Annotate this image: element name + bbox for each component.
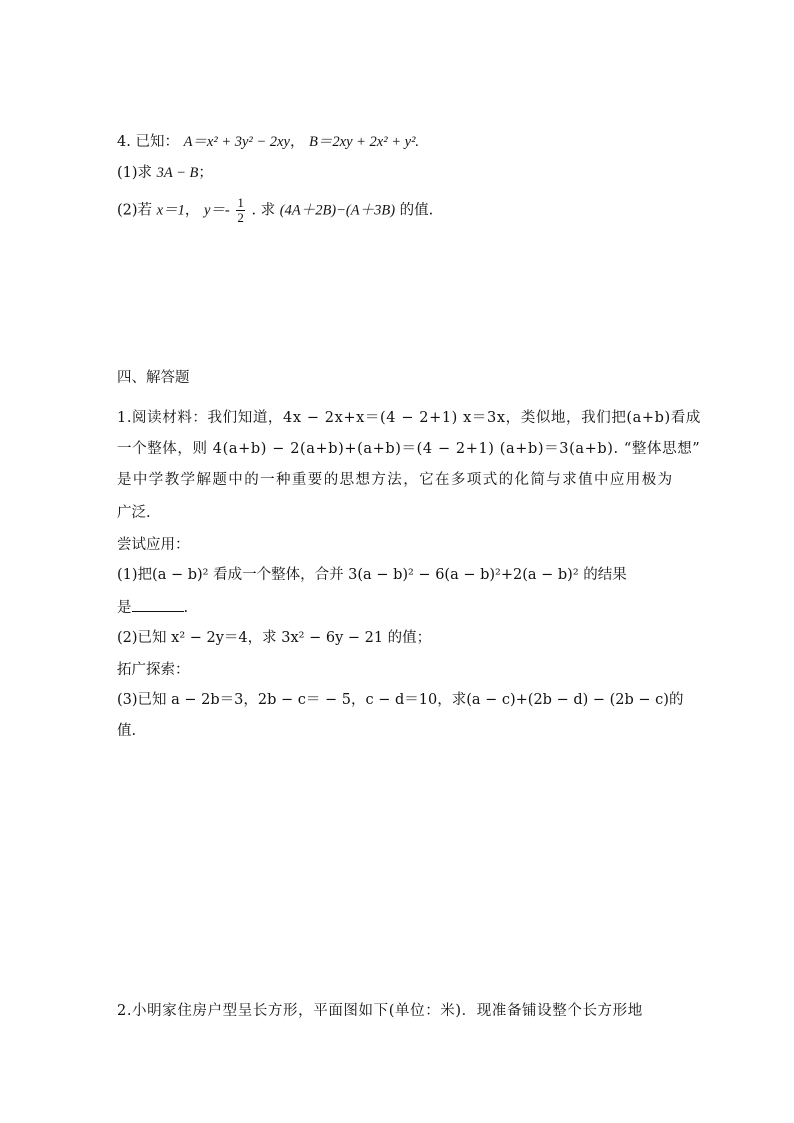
q4-line-1 xyxy=(117,132,419,152)
p1-line-3: 是中学教学解题中的一种重要的思想方法，它在多项式的化简与求值中应用极为 xyxy=(117,472,674,488)
fraction-denominator: 2 xyxy=(237,210,244,225)
q4-expr-a: A＝x² + 3y² − 2xy xyxy=(183,134,290,150)
p1-sub-3-end: 值. xyxy=(117,723,137,739)
q4-part2-prefix: (2)若 xyxy=(117,202,153,219)
answer-end: . xyxy=(183,600,189,616)
p1-sub-2: (2)已知 x² − 2y＝4，求 3x² − 6y − 21 的值； xyxy=(117,630,432,646)
q4-part1-prefix: (1)求 xyxy=(117,165,153,181)
q4-part2-sep: ， xyxy=(184,202,200,219)
q4-sep: ， xyxy=(289,134,305,150)
q4-part-2 xyxy=(117,196,433,225)
p1-sub-1-answer xyxy=(117,597,188,618)
q4-part2-y: y＝- xyxy=(203,202,230,219)
explore-heading: 拓广探索： xyxy=(117,662,190,678)
fraction-one-half xyxy=(236,196,245,225)
q4-part2-suffix: 的值. xyxy=(399,202,434,219)
answer-prefix: 是 xyxy=(117,600,132,616)
q4-part2-x: x＝1 xyxy=(156,202,185,219)
section-title: 四、解答题 xyxy=(117,370,190,386)
answer-blank[interactable] xyxy=(132,597,184,612)
q4-part1-expr: 3A − B xyxy=(156,165,199,181)
try-heading: 尝试应用： xyxy=(117,537,190,553)
p2-line-1: 2.小明家住房户型呈长方形，平面图如下(单位：米)．现准备铺设整个长方形地 xyxy=(117,1003,643,1019)
q4-part1-suffix: ； xyxy=(198,165,213,181)
p1-line-2: 一个整体，则 4(a+b) − 2(a+b)+(a+b)＝(4 − 2+1) (a+b)＝3(a+b). “整体思想” xyxy=(117,441,701,457)
p1-sub-3: (3)已知 a − 2b＝3，2b − c＝ − 5，c − d＝10，求(a − c)+(2b − d) − (2b − c)的 xyxy=(117,692,684,708)
p1-line-1: 1.阅读材料：我们知道，4x − 2x+x＝(4 − 2+1) x＝3x，类似地，我们把(a+b)看成 xyxy=(117,410,702,426)
q4-part2-mid: . 求 xyxy=(251,202,276,219)
fraction-numerator: 1 xyxy=(237,195,244,210)
q4-part-1 xyxy=(117,163,213,183)
q4-header: 4. 已知： xyxy=(117,134,179,150)
q4-expr-b: B＝2xy + 2x² + y². xyxy=(309,134,420,150)
q4-part2-expr: (4A＋2B)−(A＋3B) xyxy=(279,202,396,219)
p1-line-4: 广泛. xyxy=(117,505,151,521)
p1-sub-1: (1)把(a − b)² 看成一个整体，合并 3(a − b)² − 6(a − b)²+2(a − b)² 的结果 xyxy=(117,567,627,583)
